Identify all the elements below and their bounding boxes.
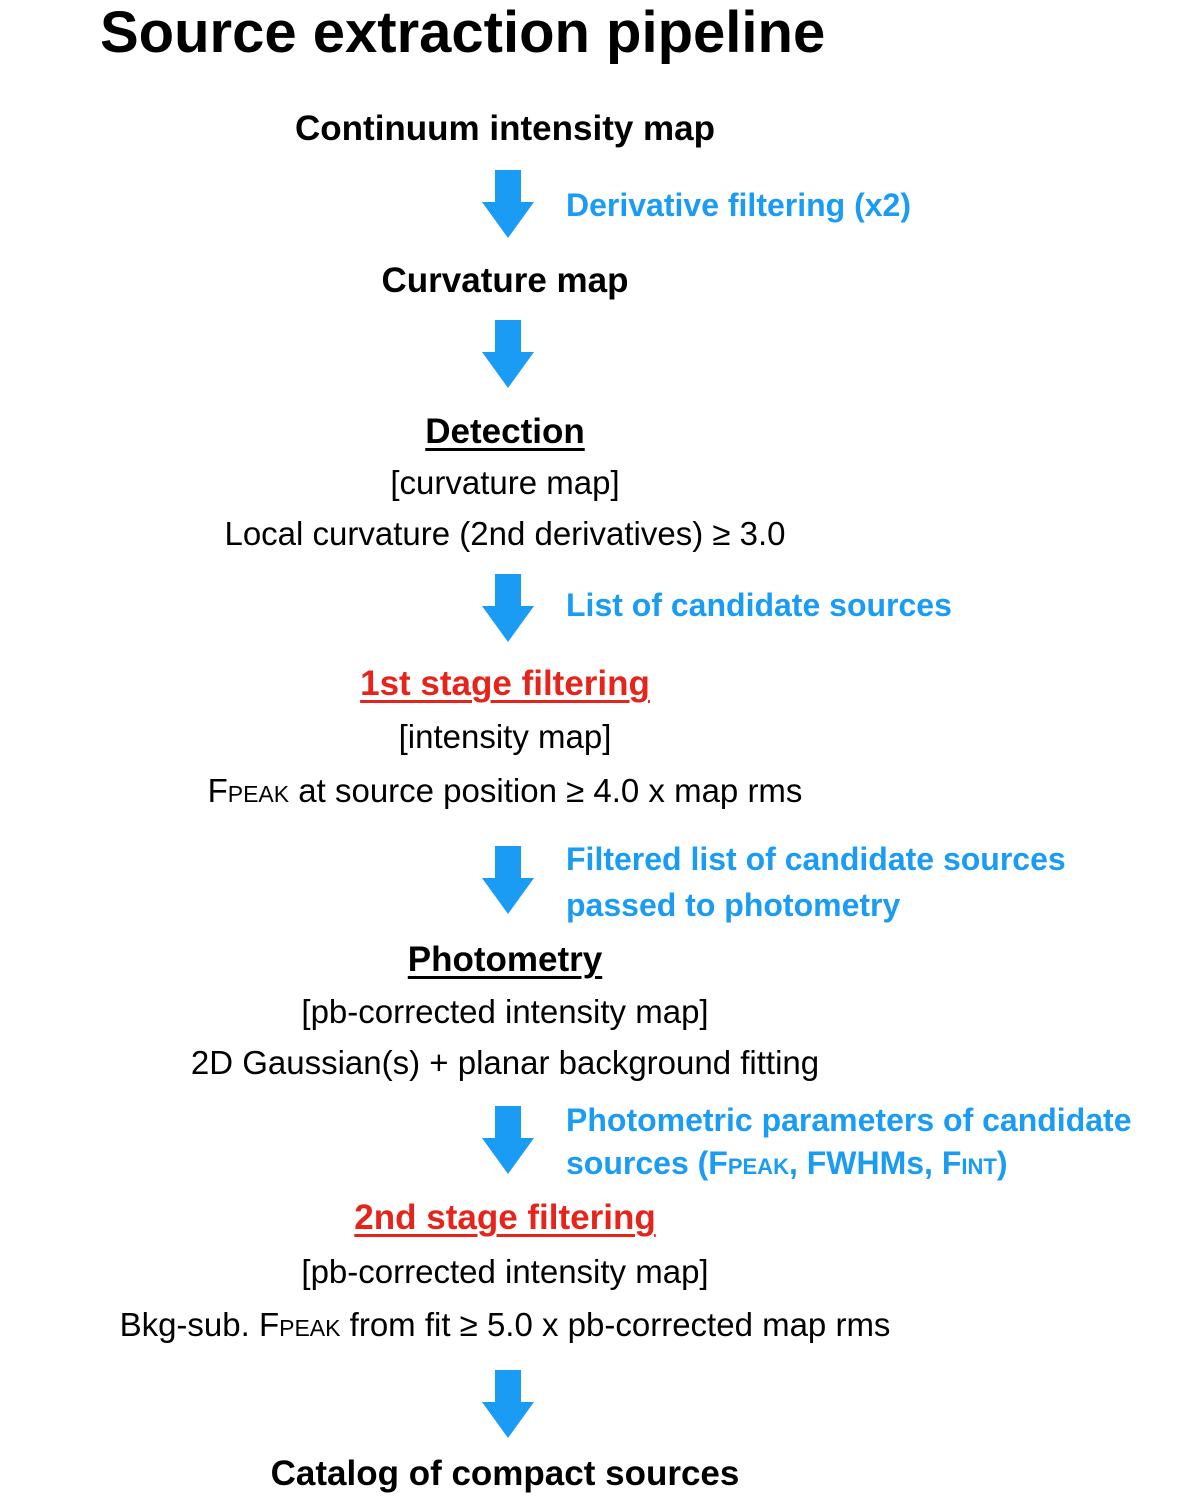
- step-curvature-map: Curvature map: [381, 261, 629, 300]
- fpeak-symbol: Fpeak: [258, 1306, 341, 1343]
- down-arrow-icon: [482, 320, 534, 388]
- second-stage-map: [pb-corrected intensity map]: [301, 1253, 709, 1290]
- down-arrow-icon: [482, 170, 534, 238]
- text-fragment: from fit ≥ 5.0 x pb-corrected map rms: [340, 1306, 891, 1343]
- diagram-title: Source extraction pipeline: [100, 0, 826, 65]
- photometry-criterion: 2D Gaussian(s) + planar background fitting: [190, 1044, 820, 1081]
- photometry-map: [pb-corrected intensity map]: [301, 993, 709, 1030]
- first-stage-map: [intensity map]: [398, 718, 612, 755]
- detection-map: [curvature map]: [390, 464, 620, 501]
- fpeak-symbol: Fpeak: [708, 1145, 789, 1181]
- text-fragment: Bkg-sub.: [119, 1306, 259, 1343]
- text-fragment: sources (: [566, 1145, 709, 1181]
- step-second-stage-filtering-heading: 2nd stage filtering: [354, 1198, 656, 1237]
- down-arrow-icon: [482, 846, 534, 914]
- step-photometry-heading: Photometry: [407, 940, 603, 979]
- fint-symbol: Fint: [941, 1145, 997, 1181]
- edge-label-photometric-parameters-line2: [566, 1140, 1007, 1186]
- text-fragment: , FWHMs,: [788, 1145, 942, 1181]
- step-catalog-of-compact-sources: Catalog of compact sources: [270, 1454, 740, 1493]
- edge-label-filtered-list-line1: Filtered list of candidate sources: [566, 841, 1066, 877]
- first-stage-criterion-text: at source position ≥ 4.0 x map rms: [289, 772, 803, 809]
- first-stage-criterion: [208, 770, 803, 812]
- down-arrow-icon: [482, 1106, 534, 1174]
- fpeak-symbol: Fpeak: [207, 772, 290, 809]
- edge-label-filtered-list-line2: passed to photometry: [566, 887, 901, 923]
- edge-label-candidate-sources: List of candidate sources: [566, 587, 952, 623]
- step-first-stage-filtering-heading: 1st stage filtering: [360, 664, 650, 703]
- text-fragment: ): [996, 1145, 1008, 1181]
- edge-label-derivative-filtering: Derivative filtering (x2): [566, 187, 911, 223]
- step-detection-heading: Detection: [425, 412, 585, 451]
- step-continuum-intensity-map: Continuum intensity map: [295, 109, 715, 148]
- second-stage-criterion: [120, 1304, 891, 1346]
- down-arrow-icon: [482, 1370, 534, 1438]
- edge-label-photometric-parameters-line1: Photometric parameters of candidate: [566, 1102, 1132, 1138]
- down-arrow-icon: [482, 574, 534, 642]
- detection-criterion: Local curvature (2nd derivatives) ≥ 3.0: [224, 515, 786, 552]
